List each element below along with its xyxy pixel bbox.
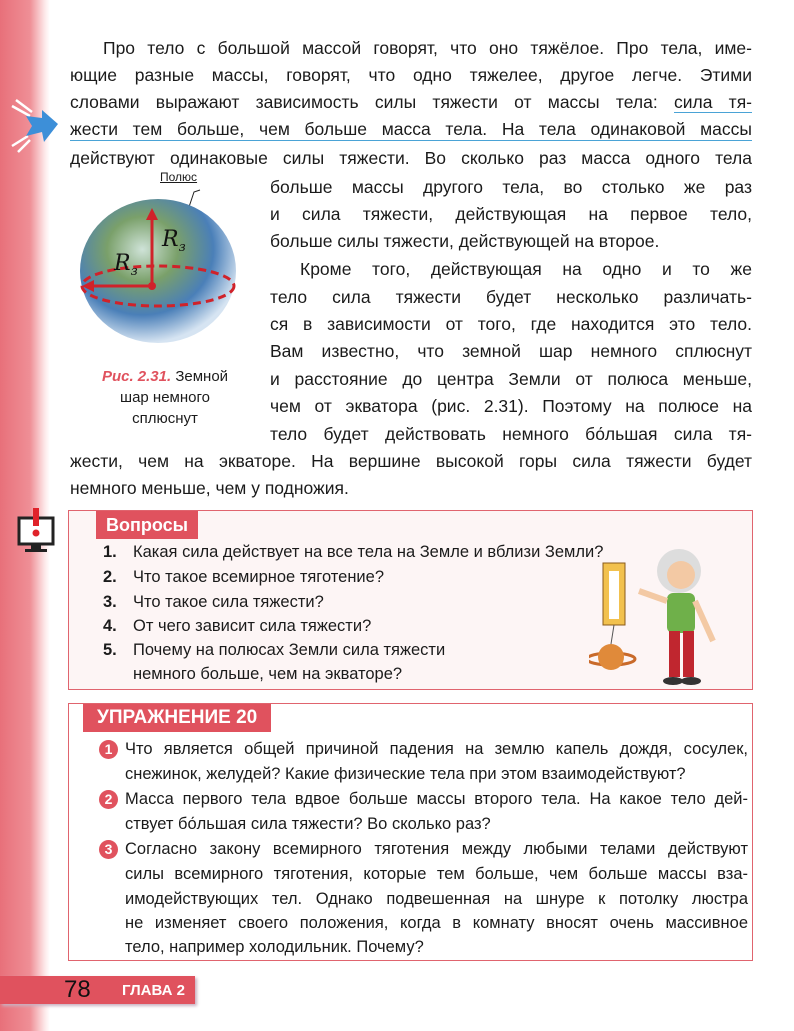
caption-text: шар немного <box>120 389 210 406</box>
questions-box <box>68 510 753 690</box>
text-line: Кроме того, действующая на одно и то же <box>300 259 752 279</box>
questions-title: Вопросы <box>96 511 198 539</box>
text-line: и расстояние до центра Земли от полюса меньше, <box>270 369 752 389</box>
question-item: 5. Почему на полюсах Земли сила тяжести <box>103 641 446 659</box>
exercise-line: имодействующих тел. Однако подвешенная на шнуре к потолку люстра <box>125 890 748 908</box>
text-line: и сила тяжести, действующая на первое тело, <box>270 204 752 224</box>
text-line: больше силы тяжести, действующей на второе. <box>270 231 660 251</box>
page-number: 78 <box>64 976 91 1003</box>
exercise-line: Согласно закону всемирного тяготения между любыми телами действуют <box>125 840 748 858</box>
earth-globe-illustration <box>74 186 240 346</box>
exercise-title: УПРАЖНЕНИЕ 20 <box>83 704 271 732</box>
caption-text: сплюснут <box>132 410 198 427</box>
exercise-line: не изменяет своего положения, когда в комнату вносят очень массивное <box>125 914 748 932</box>
question-item: 1. Какая сила действует на все тела на Земле и вблизи Земли? <box>103 543 604 561</box>
text-line: действуют одинаковые силы тяжести. Во сколько раз масса одного тела <box>70 148 752 168</box>
key-rule-text: жести тем больше, чем больше масса тела. <box>70 119 488 139</box>
exercise-line: Масса первого тела вдвое больше массы второго тела. На какое тело дей- <box>125 790 748 808</box>
exercise-line: снежинок, желудей? Какие физические тела при этом взаимодействуют? <box>125 765 686 783</box>
text-line: ющие разные массы, говорят, что одно тяжелее, другое легче. Этими <box>70 65 752 85</box>
question-item: 3. Что такое сила тяжести? <box>103 593 324 611</box>
radius-label-polar: $R_з$ <box>162 227 186 255</box>
text-line <box>70 118 752 141</box>
text-segment: словами выражают зависимость силы тяжести от массы тела: <box>70 92 674 112</box>
pointer-arrow-icon <box>8 98 60 154</box>
text-line: тело сила тяжести будет несколько различать- <box>270 287 752 307</box>
question-item: 4. От чего зависит сила тяжести? <box>103 617 372 635</box>
caption-text: Земной <box>171 368 229 385</box>
text-line: ся в зависимости от того, где находится это тело. <box>270 314 752 334</box>
text-line <box>70 91 752 113</box>
exercise-number-badge: 1 <box>99 740 118 759</box>
question-item: 2. Что такое всемирное тяготение? <box>103 568 385 586</box>
text-line: чем от экватора (рис. 2.31). Поэтому на полюсе на <box>270 396 752 416</box>
key-rule-text: сила тя- <box>673 92 753 112</box>
exercise-line: тело, например холодильник. Почему? <box>125 938 424 956</box>
exercise-line: Что является общей причиной падения на землю капель дождя, сосулек, <box>125 740 748 758</box>
exercise-number-badge: 2 <box>99 790 118 809</box>
exercise-number-badge: 3 <box>99 840 118 859</box>
question-item: немного больше, чем на экваторе? <box>133 665 403 683</box>
radius-label-equatorial: $R_з$ <box>114 251 138 279</box>
figure-pole-label: Полюс <box>160 170 198 184</box>
exercise-line: ствует бо́льшая сила тяжести? Во сколько раз? <box>125 815 491 833</box>
professor-illustration <box>589 541 739 691</box>
text-line: больше массы другого тела, во столько же раз <box>270 177 752 197</box>
text-segment: На тела одинаковой массы <box>487 119 752 139</box>
figure-ref: Рис. 2.31. <box>101 368 172 385</box>
exercise-line: силы всемирного тяготения, которые тем больше, чем больше массы вза- <box>125 865 748 883</box>
figure-caption <box>70 366 260 429</box>
text-line: Вам известно, что земной шар немного сплюснут <box>270 341 752 361</box>
monitor-alert-icon <box>17 506 57 556</box>
text-line: Про тело с большой массой говорят, что оно тяжёлое. Про тела, име- <box>103 38 752 58</box>
text-line: немного меньше, чем у подножия. <box>70 478 349 498</box>
chapter-label: ГЛАВА 2 <box>122 982 185 999</box>
text-line: жести, чем на экваторе. На вершине высокой горы сила тяжести будет <box>70 451 752 471</box>
text-line: тело будет действовать немного бо́льшая сила тя- <box>270 424 752 444</box>
